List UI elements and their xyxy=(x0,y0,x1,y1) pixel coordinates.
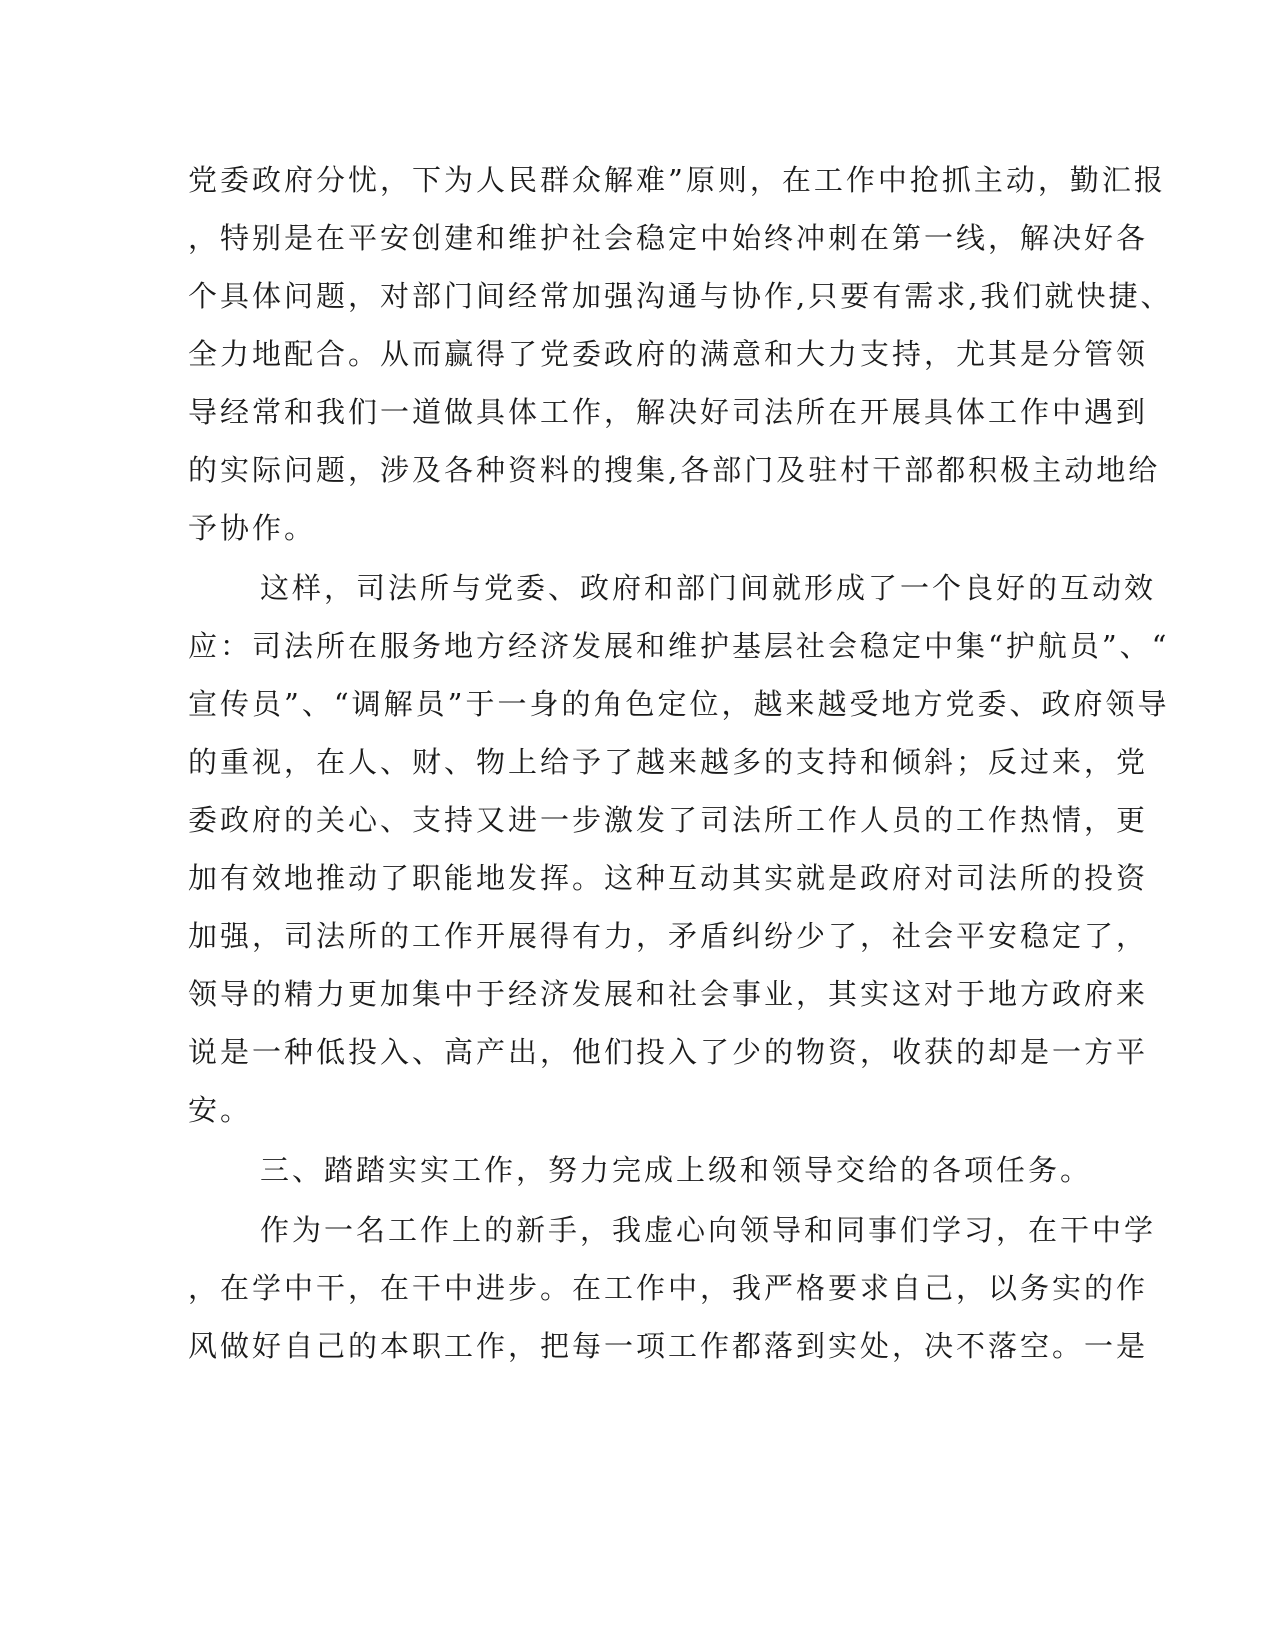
text-line: 导经常和我们一道做具体工作，解决好司法所在开展具体工作中遇到 xyxy=(188,395,1149,429)
text-line: 说是一种低投入、高产出，他们投入了少的物资，收获的却是一方平 xyxy=(188,1035,1149,1069)
text-line: 党委政府分忧，下为人民群众解难”原则，在工作中抢抓主动，勤汇报 xyxy=(188,163,1166,197)
paragraph-start-line: 作为一名工作上的新手，我虚心向领导和同事们学习，在干中学 xyxy=(260,1213,1157,1247)
text-line: 委政府的关心、支持又进一步激发了司法所工作人员的工作热情，更 xyxy=(188,803,1149,837)
text-line: ，特别是在平安创建和维护社会稳定中始终冲刺在第一线，解决好各 xyxy=(188,221,1149,255)
text-line: 加有效地推动了职能地发挥。这种互动其实就是政府对司法所的投资 xyxy=(188,861,1149,895)
text-line: ，在学中干，在干中进步。在工作中，我严格要求自己，以务实的作 xyxy=(188,1271,1149,1305)
text-line: 加强，司法所的工作开展得有力，矛盾纠纷少了，社会平安稳定了， xyxy=(188,919,1149,953)
text-line: 领导的精力更加集中于经济发展和社会事业，其实这对于地方政府来 xyxy=(188,977,1149,1011)
paragraph-start-line: 这样，司法所与党委、政府和部门间就形成了一个良好的互动效 xyxy=(260,571,1157,605)
text-line: 全力地配合。从而赢得了党委政府的满意和大力支持，尤其是分管领 xyxy=(188,337,1149,371)
text-line: 个具体问题，对部门间经常加强沟通与协作,只要有需求,我们就快捷、 xyxy=(188,279,1173,313)
section-heading: 三、踏踏实实工作，努力完成上级和领导交给的各项任务。 xyxy=(260,1153,1093,1187)
text-line: 的实际问题，涉及各种资料的搜集,各部门及驻村干部都积极主动地给 xyxy=(188,453,1161,487)
text-line: 安。 xyxy=(188,1093,253,1127)
text-line: 风做好自己的本职工作，把每一项工作都落到实处，决不落空。一是 xyxy=(188,1329,1149,1363)
text-line: 应：司法所在服务地方经济发展和维护基层社会稳定中集“护航员”、“ xyxy=(188,629,1170,663)
text-line: 予协作。 xyxy=(188,511,317,545)
text-line: 宣传员”、“调解员”于一身的角色定位，越来越受地方党委、政府领导 xyxy=(188,687,1170,721)
text-line: 的重视，在人、财、物上给予了越来越多的支持和倾斜；反过来，党 xyxy=(188,745,1149,779)
